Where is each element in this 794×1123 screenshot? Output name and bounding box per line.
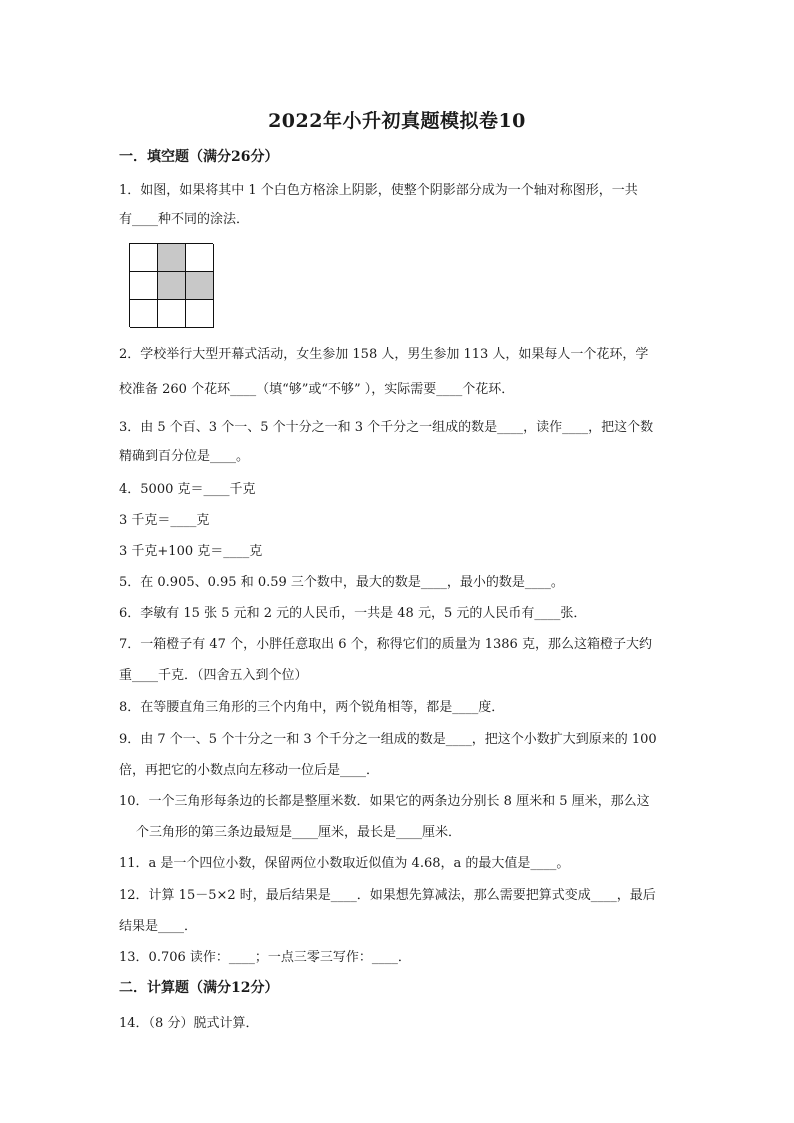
- question-10-line-1: 10．一个三角形每条边的长都是整厘米数．如果它的两条边分别长 8 厘米和 5 厘米，那么这: [119, 794, 650, 809]
- question-4-line-3: 3 千克+100 克＝____克: [119, 544, 263, 559]
- question-4-line-2: 3 千克＝____克: [119, 513, 210, 528]
- grid-cell-white: [186, 244, 214, 272]
- question-14: 14．（8 分）脱式计算．: [119, 1016, 259, 1031]
- question-12-line-1: 12．计算 15－5×2 时，最后结果是____．如果想先算减法，那么需要把算式变成____，最后: [119, 888, 656, 903]
- question-5: 5．在 0.905、0.95 和 0.59 三个数中，最大的数是____，最小的数是____。: [119, 575, 564, 590]
- section-heading-fill-blank: 一．填空题（满分26分）: [119, 149, 279, 165]
- question-9-line-1: 9．由 7 个一、5 个十分之一和 3 个千分之一组成的数是____，把这个小数扩大到原来的 100: [119, 732, 657, 747]
- question-4-line-1: 4．5000 克＝____千克: [119, 482, 256, 497]
- grid-cell-shaded: [186, 272, 214, 300]
- grid-figure: [129, 243, 213, 327]
- grid-cell-white: [186, 300, 214, 328]
- question-8: 8．在等腰直角三角形的三个内角中，两个锐角相等，都是____度．: [119, 700, 505, 715]
- question-7-line-2: 重____千克．（四舍五入到个位）: [119, 668, 308, 683]
- grid-cell-white: [130, 244, 158, 272]
- section-heading-calculation: 二．计算题（满分12分）: [119, 980, 279, 996]
- question-2-line-1: 2．学校举行大型开幕式活动，女生参加 158 人，男生参加 113 人，如果每人一个花环，学: [119, 347, 649, 362]
- question-3-line-2: 精确到百分位是____。: [119, 449, 250, 464]
- question-12-line-2: 结果是____．: [119, 919, 198, 934]
- grid-cell-white: [130, 272, 158, 300]
- grid-cell-white: [158, 300, 186, 328]
- grid-cell-shaded: [158, 272, 186, 300]
- question-11: 11．a 是一个四位小数，保留两位小数取近似值为 4.68，a 的最大值是____。: [119, 856, 570, 871]
- question-13: 13．0.706 读作：____；一点三零三写作：____．: [119, 950, 411, 965]
- grid-cell-shaded: [158, 244, 186, 272]
- question-9-line-2: 倍，再把它的小数点向左移动一位后是____．: [119, 763, 380, 778]
- question-3-line-1: 3．由 5 个百、3 个一、5 个十分之一和 3 个千分之一组成的数是____，读作____，把这个数: [119, 420, 654, 435]
- question-2-line-2: 校准备 260 个花环____（填“够”或“不够” ），实际需要____个花环．: [119, 382, 515, 397]
- question-7-line-1: 7．一箱橙子有 47 个，小胖任意取出 6 个，称得它们的质量为 1386 克，那么这箱橙子大约: [119, 637, 652, 652]
- question-1-line-1: 1．如图，如果将其中 1 个白色方格涂上阴影，使整个阴影部分成为一个轴对称图形，一共: [119, 183, 638, 198]
- question-6: 6．李敏有 15 张 5 元和 2 元的人民币，一共是 48 元，5 元的人民币有____张．: [119, 606, 587, 621]
- question-10-line-2: 个三角形的第三条边最短是____厘米，最长是____厘米．: [136, 825, 462, 840]
- page-title: 2022年小升初真题模拟卷10: [268, 110, 526, 132]
- grid-cell-white: [130, 300, 158, 328]
- question-1-line-2: 有____种不同的涂法．: [119, 212, 250, 227]
